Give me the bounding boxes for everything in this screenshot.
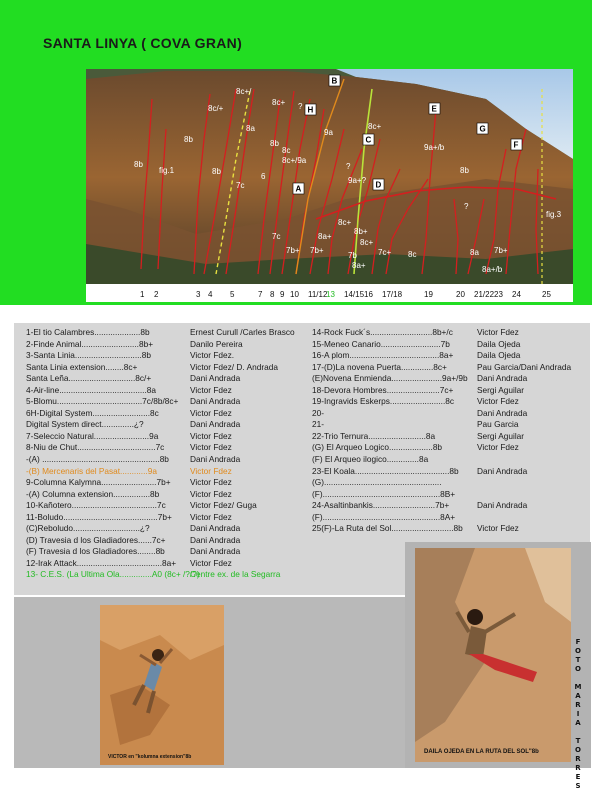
route-number: 9 [280,290,285,299]
climber-name: Victor Fdez [477,442,519,453]
grade-label: 9a+? [348,176,367,185]
climber-name: Dani Andrada [477,407,528,418]
route-list-item: (G)................................................... [312,477,442,488]
grade-label: 7b+ [286,246,300,255]
grade-label: 7b+ [310,246,324,255]
route-number: 17/18 [382,290,403,299]
route-number: 14/15 [344,290,365,299]
route-list-item: 21- [312,419,324,430]
route-list-item: 10-Kañotero.....................................7c [26,500,166,511]
climber-name: Dani Andrada [477,500,528,511]
route-list-item: 15-Meneo Canario..........................7b [312,338,450,349]
sector-letter: A [295,184,302,194]
route-list-item: (F) Travesia d los Gladiadores........8b [26,546,165,557]
grade-label: fig.1 [159,166,175,175]
photo-credit-letter: O [575,665,581,673]
climber-name: Dani Andrada [190,523,241,534]
grade-label: 8c/+ [208,104,224,113]
route-number: 3 [196,290,201,299]
sector-letter: B [331,76,338,86]
climber-name: Dani Andrada [190,546,241,557]
climber-name: Daila Ojeda [477,350,521,361]
route-list-item: (C)Reboludo.............................¿? [26,523,150,534]
climber-name [477,512,571,524]
climber-name [477,489,571,501]
sector-letter: D [375,180,382,190]
grade-label: 8b [184,135,193,144]
route-list-item: -(A) Columna extension................8b [26,488,160,499]
grade-label: 8a+/b [482,265,503,274]
route-list-item: 11-Boludo.........................................7b+ [26,511,172,522]
route-list-item: 24-Asaltinbankis...........................7b+ [312,500,450,511]
photo-credit [573,638,583,791]
photo-credit-letter [573,728,583,737]
topo-drawing [86,69,573,302]
climber-name: Victor Fdez/ Guga [190,500,257,511]
photo-credit-letter: O [575,647,581,655]
route-number: 2 [154,290,159,299]
route-list-item: Santa Leña.............................8c/+ [26,373,152,384]
sector-letter-box [363,134,374,145]
grade-label: 8c+/9a [282,156,307,165]
climber-name: Victor Fdez [190,511,232,522]
route-list-item: (F) El Arqueo ilogico..............8a [312,454,429,465]
route-list-item: 1-El tio Calambres....................8b [26,327,150,337]
photo-credit-letter [573,674,583,683]
route-list-item: 12-Irak Attack.....................................8a+ [26,557,177,568]
climber-name: Victor Fdez [190,477,232,488]
route-number: 16 [364,290,373,299]
photo-left-caption: VICTOR en "kolumna extension"8b [108,754,192,760]
grade-label: 8b [270,139,279,148]
route-list-item: (F)...................................................8A+ [312,511,456,522]
route-list-item: 18-Devora Hombres.......................7c+ [312,384,454,395]
route-list-item: (D) Travesia d los Gladiadores......7c+ [26,534,166,545]
grade-label: ? [464,202,469,211]
climber-name: Victor Fdez [190,407,232,418]
route-list-item: 25(F)-La Ruta del Sol...........................8b [312,523,463,534]
route-number: 24 [512,290,521,299]
crag-topo-photo [86,69,573,302]
climber-name [477,477,571,489]
sector-letter: F [513,140,519,150]
route-list-item: 8-Niu de Chut..................................7c [26,442,165,453]
grade-label: 8b [460,166,469,175]
climber-name: Victor Fdez/ D. Andrada [190,361,278,372]
photo-credit-letter: R [575,755,581,763]
climber-name: Victor Fdez. [190,350,235,361]
climber-name: Dani Andrada [190,396,241,407]
grade-label: 8c [408,250,417,259]
route-number: 23 [494,290,503,299]
grade-label: 7b [348,251,357,260]
route-list-item: -(B) Mercenaris del Pasat............9a [26,465,157,476]
route-list-item: -(A) ...................................................8b [26,454,169,465]
climber-list-right [477,327,571,535]
sector-letter: C [365,135,372,145]
route-number: 8 [270,290,275,299]
grade-label: 8c+ [272,98,286,107]
route-list-item: 23-El Koala.........................................8b [312,465,459,476]
climber-name: Victor Fdez [190,442,232,453]
sector-letter-box [373,179,384,190]
climber-name: Pau Garcia/Dani Andrada [477,361,572,372]
route-number: 7 [258,290,263,299]
page-title: SANTA LINYA ( COVA GRAN) [43,35,243,51]
grade-label: 8c+ [368,122,382,131]
climber-name: Victor Fdez [190,384,232,395]
route-list-item: Digital System direct..............¿? [26,419,144,430]
route-list-item: Santa Linia extension........8c+ [26,361,138,372]
route-list-item: 4-Air-line......................................8a [26,384,157,395]
route-number: 11/12 [308,290,328,299]
route-list-item: 13- C.E.S. (La Ultima Ola..............A0 (8c+ /?/?) [26,569,200,580]
photo-credit-letter: O [575,746,581,754]
grade-label: 8b [212,167,221,176]
climber-name: Dani Andrada [477,373,528,384]
climber-name [477,454,571,466]
route-list-item: 14-Rock Fuck´s...........................8b+/c [312,327,453,337]
route-number: 25 [542,290,551,299]
route-list-item: 9-Columna Kalymna........................7b+ [26,477,171,488]
sector-letter: H [307,105,314,115]
climber-name: Ernest Curull /Carles Brasco [190,327,295,337]
climber-name: Dani Andrada [190,454,241,465]
climber-name: Daila Ojeda [477,338,521,349]
sector-letter: G [479,124,486,134]
grade-label: 8b+ [354,227,368,236]
route-number: 5 [230,290,235,299]
photo-credit-letter: R [575,701,581,709]
grade-label: 7c+ [378,248,392,257]
climber-name: Pau Garcia [477,419,519,430]
photo-credit-letter: A [575,692,581,700]
sector-letter-box [429,103,440,114]
photo-credit-letter: M [574,683,582,691]
route-list-item: 5-Blomu.....................................7c/8b/8c+ [26,396,179,407]
photo-credit-letter: A [575,719,581,727]
climber-name: Victor Fdez [190,488,232,499]
sector-letter-box [293,183,304,194]
route-list-item: (E)Novena Enmienda......................9a+/9b [312,373,468,384]
photo-credit-letter: R [575,764,581,772]
climber-name: Victor Fdez [477,396,519,407]
grade-label: fig.3 [546,210,562,219]
grade-label: 8a [246,124,255,133]
route-number: 21/22 [474,290,495,299]
route-list-item: 17-(D)La novena Puerta..............8c+ [312,361,447,372]
route-list-item: 19-Ingravids Eskerps........................8c [312,396,455,407]
route-number: 4 [208,290,213,299]
route-number: 20 [456,290,465,299]
grade-label: 8c+ [360,238,374,247]
climber-name: Dani Andrada [190,373,241,384]
photo-credit-letter: I [576,710,580,718]
climber-name: Sergi Aguilar [477,384,525,395]
route-list-item: 3-Santa Linia.............................8b [26,350,151,361]
grade-label: 7b+ [494,246,508,255]
route-number: 19 [424,290,433,299]
grade-label: 8a+ [318,232,332,241]
grade-label: ? [346,162,351,171]
photo-credit-letter: F [575,638,581,646]
grade-label: 6 [261,172,266,181]
grade-label: 9a+/b [424,143,445,152]
climber-name: Victor Fdez [190,557,232,568]
climber-photo-right [405,542,591,768]
route-list-item: (G) El Arqueo Logico...................8b [312,442,443,453]
grade-label: 7c [272,232,281,241]
route-list-item: 20- [312,407,324,418]
photo-right-caption: DAILA OJEDA EN LA RUTA DEL SOL"8b [424,749,539,755]
route-list-item: 22-Trio Ternura.........................8a [312,430,436,441]
grade-label: 9a [324,128,333,137]
route-number: 13 [326,290,335,299]
sector-letter-box [477,123,488,134]
photo-credit-letter: E [575,773,581,781]
route-list-item: 7-Seleccio Natural........................9a [26,430,159,441]
climber-name: Dani Andrada [477,465,528,476]
climber-name: Centre ex. de la Segarra [190,569,281,580]
route-list-item: 2-Finde Animal.........................8b+ [26,338,154,349]
climber-list-left [190,327,295,581]
route-list-item: 16-A plom.......................................8a+ [312,350,454,361]
sector-letter-box [329,75,340,86]
grade-label: 8a [470,248,479,257]
route-list-item: (F)...................................................8B+ [312,488,456,499]
grade-label: 8c [282,146,291,155]
climber-name: Sergi Aguilar [477,430,525,441]
climber-name: Victor Fdez [190,465,232,476]
climber-name: Dani Andrada [190,419,241,430]
route-list-item: 6H-Digital System.........................8c [26,407,159,418]
climber-photo-left [100,605,224,765]
grade-label: 8b [134,160,143,169]
route-list-left [26,327,200,581]
photo-credit-letter: T [575,656,581,664]
route-list-right [312,327,468,535]
grade-label: 8c+/ [236,87,252,96]
sector-letter-box [511,139,522,150]
grade-label: ? [298,102,303,111]
climber-name: Dani Andrada [190,534,241,545]
grade-label: 8a+ [352,261,366,270]
photo-credit-letter: T [575,737,581,745]
photo-credit-letter: S [575,782,581,790]
climber-name: Victor Fdez [477,327,519,337]
sector-letter: E [431,104,437,114]
climber-name: Danilo Pereira [190,338,243,349]
climber-name: Victor Fdez [477,523,519,534]
grade-label: 7c [236,181,245,190]
sector-letter-box [305,104,316,115]
route-number: 10 [290,290,299,299]
route-number: 1 [140,290,145,299]
climber-name: Victor Fdez [190,430,232,441]
grade-label: 8c+ [338,218,352,227]
